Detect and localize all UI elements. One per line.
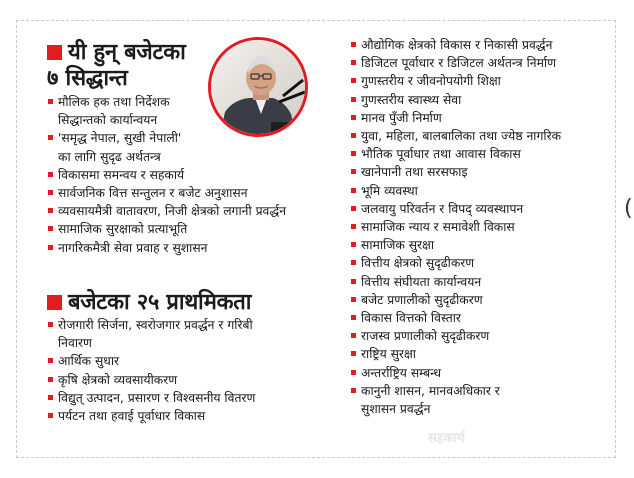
priorities-list-right bbox=[351, 36, 561, 418]
priority-item: औद्योगिक क्षेत्रको विकास र निकासी प्रवर्द्धन bbox=[351, 36, 561, 54]
priorities-list-left bbox=[48, 316, 255, 425]
priority-item: राष्ट्रिय सुरक्षा bbox=[351, 345, 561, 363]
watermark-text: सहकार्य bbox=[428, 431, 465, 446]
priority-item: सामाजिक न्याय र समावेशी विकास bbox=[351, 218, 561, 236]
priority-item: सामाजिक सुरक्षा bbox=[351, 236, 561, 254]
priority-item: युवा, महिला, बालबालिका तथा ज्येष्ठ नागरिक bbox=[351, 127, 561, 145]
principle-item: व्यवसायमैत्री वातावरण, निजी क्षेत्रको लगानी प्रवर्द्धन bbox=[48, 202, 286, 220]
priority-item: भौतिक पूर्वाधार तथा आवास विकास bbox=[351, 145, 561, 163]
principle-item: सामाजिक सुरक्षाको प्रत्याभूति bbox=[48, 220, 286, 238]
principle-item: 'समृद्ध नेपाल, सुखी नेपाली' का लागि सुदृढ अर्थतन्त्र bbox=[48, 129, 286, 165]
priority-item: डिजिटल पूर्वाधार र डिजिटल अर्थतन्त्र निर्माण bbox=[351, 54, 561, 72]
priority-item: कृषि क्षेत्रको व्यवसायीकरण bbox=[48, 371, 255, 389]
principle-item: नागरिकमैत्री सेवा प्रवाह र सुशासन bbox=[48, 239, 286, 257]
priority-item: पर्यटन तथा हवाई पूर्वाधार विकास bbox=[48, 407, 255, 425]
priority-item: जलवायु परिवर्तन र विपद् व्यवस्थापन bbox=[351, 200, 561, 218]
principle-item: विकासमा समन्वय र सहकार्य bbox=[48, 166, 286, 184]
priority-item: कानुनी शासन, मानवअधिकार र सुशासन प्रवर्द्धन bbox=[351, 382, 561, 418]
priority-item: विकास वित्तको विस्तार bbox=[351, 309, 561, 327]
priority-item: विद्युत् उत्पादन, प्रसारण र विश्वसनीय वितरण bbox=[48, 389, 255, 407]
priority-item: खानेपानी तथा सरसफाइ bbox=[351, 163, 561, 181]
priority-item: अन्तर्राष्ट्रिय सम्बन्ध bbox=[351, 364, 561, 382]
priority-item: आर्थिक सुधार bbox=[48, 352, 255, 370]
priority-item: गुणस्तरीय र जीवनोपयोगी शिक्षा bbox=[351, 72, 561, 90]
principles-heading: यी हुन् बजेटका ७ सिद्धान्त bbox=[47, 40, 186, 91]
edge-mark: ( bbox=[624, 196, 633, 221]
principle-item: सार्वजनिक वित्त सन्तुलन र बजेट अनुशासन bbox=[48, 184, 286, 202]
priority-item: भूमि व्यवस्था bbox=[351, 182, 561, 200]
priority-item: बजेट प्रणालीको सुदृढीकरण bbox=[351, 291, 561, 309]
priority-item: वित्तीय क्षेत्रको सुदृढीकरण bbox=[351, 254, 561, 272]
red-square-icon bbox=[47, 295, 62, 310]
priority-item: रोजगारी सिर्जना, स्वरोजगार प्रवर्द्धन र गरिबी निवारण bbox=[48, 316, 255, 352]
principle-item: मौलिक हक तथा निर्देशक सिद्धान्तको कार्यान्वयन bbox=[48, 93, 286, 129]
red-square-icon bbox=[47, 45, 62, 60]
principles-list bbox=[48, 93, 286, 257]
priority-item: गुणस्तरीय स्वास्थ्य सेवा bbox=[351, 91, 561, 109]
priority-item: राजस्व प्रणालीको सुदृढीकरण bbox=[351, 327, 561, 345]
priority-item: मानव पुँजी निर्माण bbox=[351, 109, 561, 127]
priorities-heading: बजेटका २५ प्राथमिकता bbox=[47, 290, 251, 316]
priority-item: वित्तीय संघीयता कार्यान्वयन bbox=[351, 273, 561, 291]
